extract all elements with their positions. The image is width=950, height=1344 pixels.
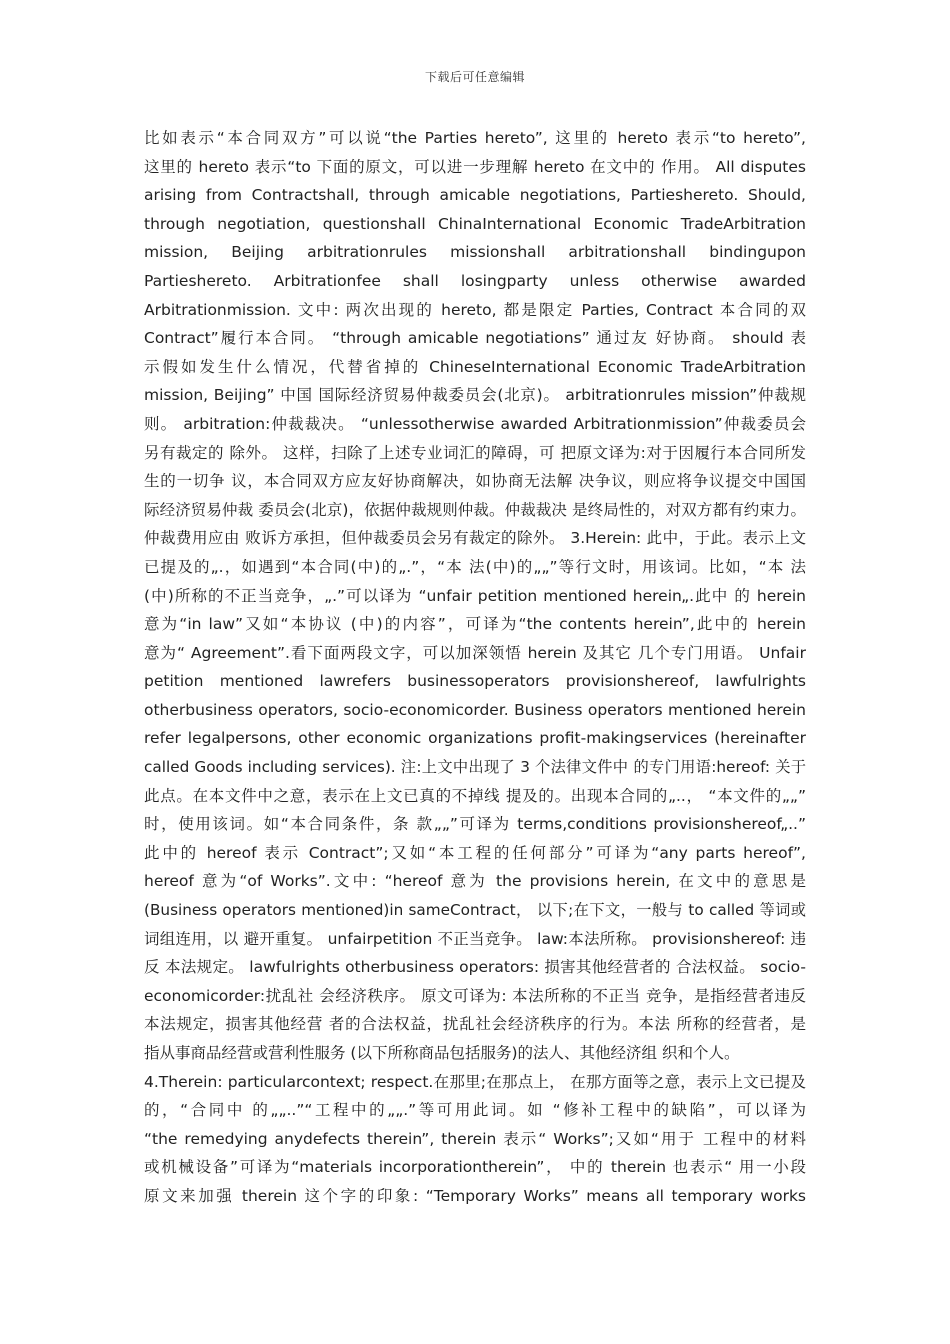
text-line: 此中的 hereof 表示 Contract”;又如“本工程的任何部分”可译为“any parts hereof”, bbox=[144, 843, 806, 862]
text-line: 4.Therein: particularcontext; respect.在那里;在那点上， 在那方面等之意，表示上文已提及 bbox=[144, 1072, 806, 1091]
text-line: 词组连用，以 避开重复。 unfairpetition 不正当竞争。 law:本法所称。 provisionshereof: 违 bbox=[144, 929, 806, 948]
text-line: 则。 arbitration:仲裁裁决。 “unlessotherwise awarded Arbitrationmission”仲裁委员会 bbox=[144, 414, 806, 433]
text-line: Partieshereto. Arbitrationfee shall losingparty unless otherwise awarded bbox=[144, 271, 806, 290]
text-line: Contract”履行本合同。 “through amicable negotiations” 通过友 好协商。 should 表 bbox=[144, 329, 806, 348]
text-line: 意为“in law”又如“本协议 (中)的内容”，可译为“the contents herein”,此中的 herein bbox=[144, 615, 806, 634]
text-line: Arbitrationmission. 文中: 两次出现的 hereto, 都是限定 Parties, Contract 本合同的双 bbox=[144, 300, 806, 319]
text-line: 原文来加强 therein 这个字的印象: “Temporary Works” means all temporary works bbox=[144, 1186, 806, 1205]
text-line: 际经济贸易仲裁 委员会(北京)，依据仲裁规则仲裁。仲裁裁决 是终局性的，对双方都有约束力。 bbox=[144, 500, 806, 519]
text-line: through negotiation, questionshall ChinaInternational Economic TradeArbitration bbox=[144, 214, 806, 233]
text-line: mission, Beijing arbitrationrules missionshall arbitrationshall bindingupon bbox=[144, 243, 806, 262]
text-line: 比如表示“本合同双方”可以说“the Parties hereto”, 这里的 hereto 表示“to hereto”, bbox=[144, 129, 806, 147]
text-line: 意为“ Agreement”.看下面两段文字，可以加深领悟 herein 及其它 几个专门用语。 Unfair bbox=[144, 643, 806, 662]
text-line: 的，“合同中 的„„..”“工程中的„„.”等可用此词。如 “修补工程中的缺陷”，可以译为 bbox=[144, 1101, 806, 1120]
text-line: 仲裁费用应由 败诉方承担，但仲裁委员会另有裁定的除外。 3.Herein: 此中，于此。表示上文 bbox=[144, 529, 806, 548]
text-line: (Business operators mentioned)in sameContract， 以下;在下文，一般与 to called 等词或 bbox=[144, 901, 806, 920]
document-body bbox=[144, 124, 806, 1211]
text-line: 已提及的„.，如遇到“本合同(中)的„.”，“本 法(中)的„„”等行文时，用该词。比如，“本 法 bbox=[144, 557, 806, 576]
text-line: 或机械设备”可译为“materials incorporationtherein”， 中的 therein 也表示“ 用一小段 bbox=[144, 1158, 806, 1177]
text-line: 另有裁定的 除外。 这样，扫除了上述专业词汇的障碍，可 把原文译为:对于因履行本合同所发 bbox=[144, 443, 806, 462]
text-line: mission, Beijing” 中国 国际经济贸易仲裁委员会(北京)。 arbitrationrules mission”仲裁规 bbox=[144, 386, 806, 405]
text-line: petition mentioned lawrefers businessoperators provisionshereof, lawfulrights bbox=[144, 672, 806, 691]
text-line: 示假如发生什么情况，代替省掉的 ChineseInternational Economic TradeArbitration bbox=[144, 357, 806, 376]
text-line: hereof 意为“of Works”.文中: “hereof 意为 the provisions herein, 在文中的意思是 bbox=[144, 872, 806, 891]
page-header: 下载后可任意编辑 bbox=[424, 70, 525, 84]
text-line: refer legalpersons, other economic organizations profit-makingservices (hereinafter bbox=[144, 729, 806, 748]
text-line: 生的一切争 议，本合同双方应友好协商解决，如协商无法解 决争议，则应将争议提交中国国 bbox=[144, 472, 806, 491]
text-line: 此点。在本文件中之意，表示在上文已真的不掉线 提及的。出现本合同的„..， “本文件的„„” bbox=[144, 786, 806, 805]
text-line: 这里的 hereto 表示“to 下面的原文，可以进一步理解 hereto 在文中的 作用。 All disputes bbox=[144, 157, 806, 176]
text-line: “the remedying anydefects therein”, therein 表示“ Works”;又如“用于 工程中的材料 bbox=[144, 1129, 806, 1148]
text-line: economicorder:扰乱社 会经济秩序。 原文可译为: 本法所称的不正当 竞争，是指经营者违反 bbox=[144, 986, 806, 1005]
text-line: arising from Contractshall, through amicable negotiations, Partieshereto. Should, bbox=[144, 186, 806, 205]
text-line: otherbusiness operators, socio-economicorder. Business operators mentioned herein bbox=[144, 700, 806, 719]
text-line: 时，使用该词。如“本合同条件，条 款„„”可译为 terms,conditions provisionshereof„..” bbox=[144, 815, 806, 834]
text-line: 指从事商品经营或营利性服务 (以下所称商品包括服务)的法人、其他经济组 织和个人。 bbox=[144, 1044, 740, 1062]
text-line: called Goods including services). 注:上文中出现了 3 个法律文件中 的专门用语:hereof: 关于 bbox=[144, 758, 806, 777]
text-line: 本法规定，损害其他经营 者的合法权益，扰乱社会经济秩序的行为。本法 所称的经营者，是 bbox=[144, 1015, 806, 1034]
text-line: 反 本法规定。 lawfulrights otherbusiness operators: 损害其他经营者的 合法权益。 socio- bbox=[144, 958, 806, 977]
text-line: (中)所称的不正当竞争，„.”可以译为 “unfair petition mentioned herein„.此中 的 herein bbox=[144, 586, 806, 605]
